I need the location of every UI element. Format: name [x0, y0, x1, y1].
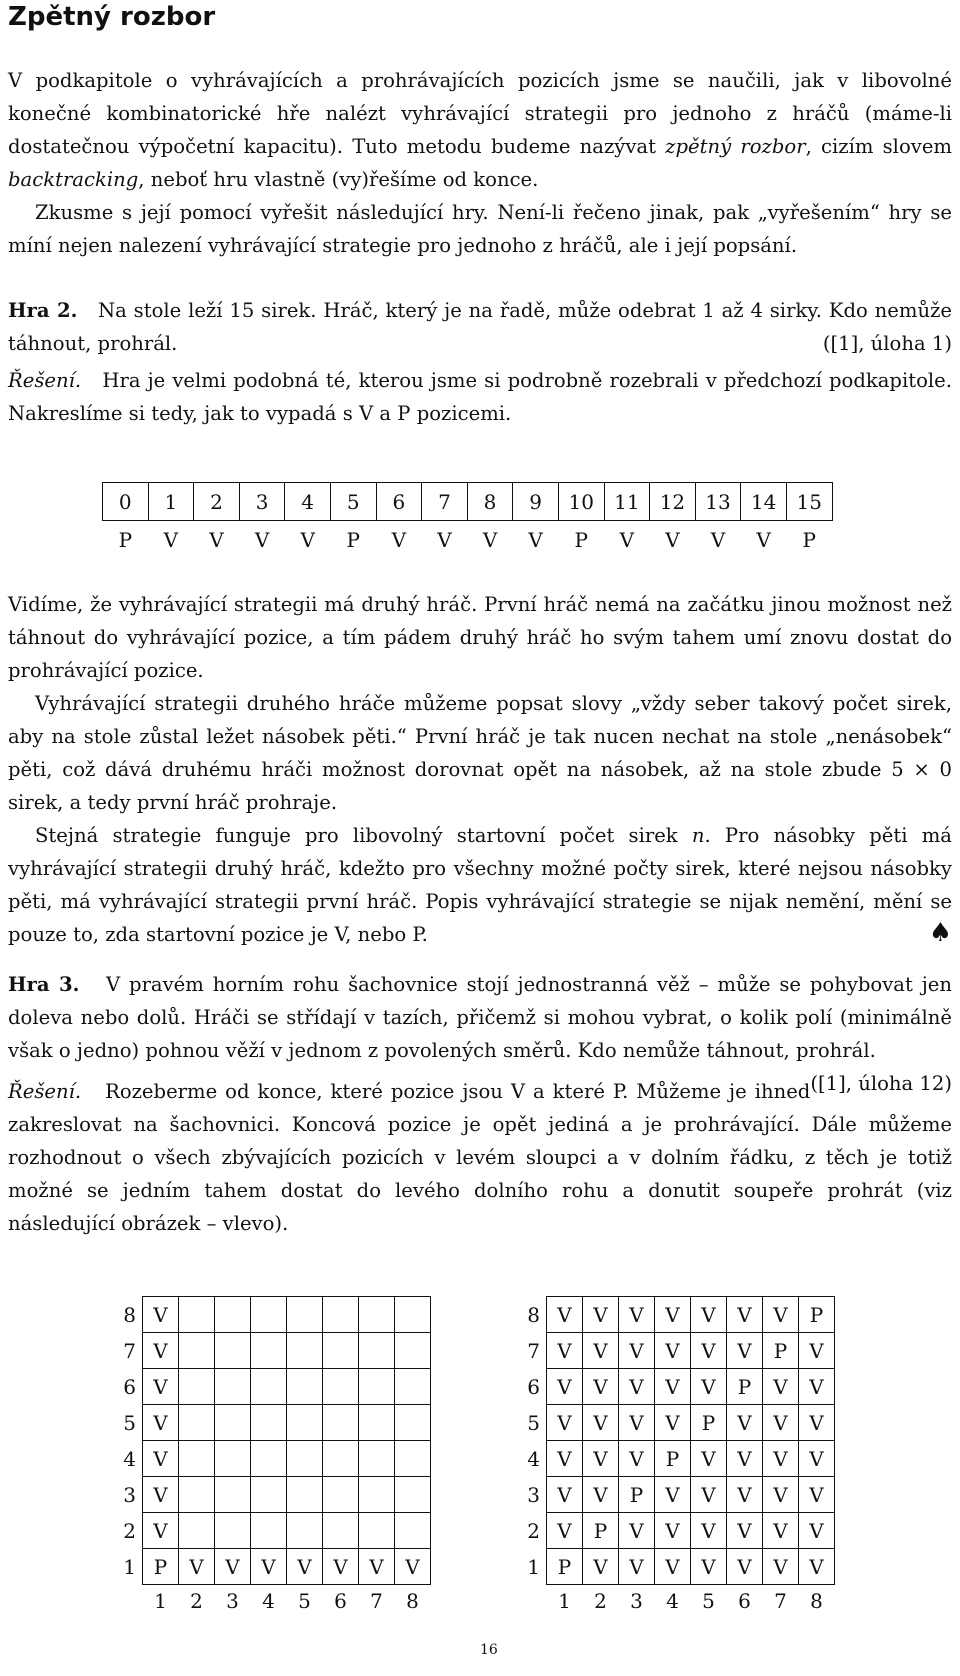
- board-row: [512, 1405, 835, 1441]
- board-square: V: [763, 1405, 799, 1441]
- board-square: V: [143, 1513, 179, 1549]
- board-square: V: [583, 1441, 619, 1477]
- intro-text: , cizím slovem: [805, 135, 952, 158]
- board-square: P: [143, 1549, 179, 1585]
- board-square: [251, 1297, 287, 1333]
- chessboard-left: [108, 1296, 431, 1617]
- board-square: [323, 1513, 359, 1549]
- table-cell-number: 1: [148, 483, 194, 521]
- board-square: V: [619, 1441, 655, 1477]
- column-label: 2: [594, 1589, 607, 1613]
- board-square: [215, 1405, 251, 1441]
- table-cell-number: 8: [467, 483, 513, 521]
- board-square: V: [547, 1405, 583, 1441]
- row-label: 6: [527, 1374, 540, 1399]
- term-zpetny-rozbor: zpětný rozbor: [665, 135, 806, 158]
- board-square: V: [727, 1297, 763, 1333]
- discussion-paragraph-1: Vidíme, že vyhrávající strategii má druhý hráč. První hráč nemá na začátku jinou možnost než táhnout do vyhrávající pozice, a tím pádem druhý hráč ho svým tahem umí znovu dostat do prohrávající pozice.: [8, 593, 952, 682]
- board-square: V: [691, 1369, 727, 1405]
- board-square: V: [727, 1549, 763, 1585]
- board-square: [215, 1333, 251, 1369]
- table-cell-number: 11: [604, 483, 650, 521]
- table-cell-state: V: [300, 527, 315, 552]
- table-cell-number: 6: [376, 483, 422, 521]
- column-label: 6: [334, 1589, 347, 1613]
- board-square: [215, 1297, 251, 1333]
- board-square: V: [799, 1369, 835, 1405]
- board-row: [512, 1477, 835, 1513]
- position-table: [102, 482, 833, 558]
- game-2-discussion: [8, 588, 952, 951]
- column-label: 4: [666, 1589, 679, 1613]
- board-square: [179, 1369, 215, 1405]
- board-square: P: [655, 1441, 691, 1477]
- row-label: 2: [527, 1518, 540, 1543]
- table-cell-number: 2: [194, 483, 240, 521]
- board-square: V: [763, 1369, 799, 1405]
- board-square: [359, 1513, 395, 1549]
- discussion-paragraph-3: [8, 819, 952, 951]
- board-square: [359, 1441, 395, 1477]
- table-cell-number: 12: [650, 483, 696, 521]
- row-label: 4: [527, 1446, 540, 1471]
- game-2-statement: [8, 294, 952, 360]
- section-title: Zpětný rozbor: [8, 2, 216, 32]
- board-square: [287, 1297, 323, 1333]
- board-square: V: [547, 1441, 583, 1477]
- board-square: [179, 1441, 215, 1477]
- table-cell-number: 13: [695, 483, 741, 521]
- board-square: V: [547, 1333, 583, 1369]
- board-square: V: [547, 1369, 583, 1405]
- board-row: [512, 1549, 835, 1585]
- board-square: V: [727, 1513, 763, 1549]
- board-square: [215, 1441, 251, 1477]
- board-square: [395, 1405, 431, 1441]
- table-cell-number: 3: [239, 483, 285, 521]
- game-2-reference: ([1], úloha 1): [822, 332, 952, 355]
- board-square: [251, 1333, 287, 1369]
- board-square: V: [583, 1477, 619, 1513]
- board-square: V: [547, 1477, 583, 1513]
- row-label: 2: [123, 1518, 136, 1543]
- board-row: [512, 1513, 835, 1549]
- table-cell-state: V: [665, 527, 680, 552]
- board-square: V: [143, 1297, 179, 1333]
- board-square: [287, 1513, 323, 1549]
- column-label: 5: [702, 1589, 715, 1613]
- board-square: V: [583, 1405, 619, 1441]
- column-label: 6: [738, 1589, 751, 1613]
- board-square: P: [691, 1405, 727, 1441]
- board-row: [108, 1369, 431, 1405]
- board-square: V: [619, 1297, 655, 1333]
- column-label: 8: [810, 1589, 823, 1613]
- board-square: [179, 1405, 215, 1441]
- board-square: P: [619, 1477, 655, 1513]
- board-square: P: [763, 1333, 799, 1369]
- discussion-paragraph-2: Vyhrávající strategii druhého hráče můžeme popsat slovy „vždy seber takový počet sirek, aby na stole zůstal ležet násobek pěti.“ První hráč je tak nucen nechat na stole „nenásobek“ pěti, což dává druhému hráči možnost dorovnat opět na násobek, až na stole zbude 5 × 0 sirek, a tedy první hráč prohraje.: [8, 692, 952, 814]
- board-square: [251, 1513, 287, 1549]
- board-square: V: [655, 1333, 691, 1369]
- board-row: [108, 1405, 431, 1441]
- solution-text: Rozeberme od konce, které pozice jsou V a které P. Můžeme je ihned zakreslovat na šachovnici. Koncová pozice je opět jediná a je prohrávající. Dále můžeme rozhodnout o všech zbývajících pozicích v levém sloupci a v dolním řádku, z těch je totiž možné se jedním tahem dostat do levého dolního rohu a donutit soupeře prohrát (viz následující obrázek – vlevo).: [8, 1080, 952, 1235]
- column-labels-row: [108, 1585, 431, 1618]
- table-cell-state: P: [574, 527, 588, 552]
- board-square: V: [619, 1405, 655, 1441]
- board-square: V: [215, 1549, 251, 1585]
- row-label: 7: [527, 1338, 540, 1363]
- table-cell-state: V: [710, 527, 726, 552]
- table-row-numbers: [103, 483, 833, 521]
- table-cell-state: V: [391, 527, 407, 552]
- column-label: 5: [298, 1589, 311, 1613]
- corner-blank: [108, 1585, 143, 1618]
- board-square: V: [143, 1333, 179, 1369]
- column-label: 7: [774, 1589, 787, 1613]
- table-cell-state: V: [619, 527, 635, 552]
- board-square: V: [763, 1297, 799, 1333]
- board-square: V: [143, 1369, 179, 1405]
- board-square: V: [619, 1369, 655, 1405]
- board-square: P: [727, 1369, 763, 1405]
- board-square: V: [619, 1549, 655, 1585]
- board-square: [287, 1405, 323, 1441]
- game-2: [8, 294, 952, 430]
- position-table-grid: [102, 482, 833, 558]
- board-row: [108, 1333, 431, 1369]
- board-square: [251, 1441, 287, 1477]
- table-cell-number: 7: [422, 483, 468, 521]
- board-row: [108, 1513, 431, 1549]
- board-square: [395, 1333, 431, 1369]
- board-square: V: [655, 1369, 691, 1405]
- column-label: 1: [154, 1589, 167, 1613]
- board-square: [287, 1333, 323, 1369]
- board-square: [395, 1477, 431, 1513]
- board-square: [179, 1513, 215, 1549]
- board-square: [251, 1477, 287, 1513]
- board-square: P: [583, 1513, 619, 1549]
- board-square: V: [691, 1549, 727, 1585]
- board-square: V: [583, 1369, 619, 1405]
- row-label: 5: [527, 1410, 540, 1435]
- row-label: 4: [123, 1446, 136, 1471]
- board-square: V: [583, 1549, 619, 1585]
- board-square: V: [799, 1333, 835, 1369]
- variable-n: n: [691, 824, 705, 847]
- table-cell-number: 5: [330, 483, 376, 521]
- board-square: V: [143, 1477, 179, 1513]
- board-square: V: [763, 1549, 799, 1585]
- board-square: [359, 1369, 395, 1405]
- board-row: [512, 1441, 835, 1477]
- table-cell-state: P: [118, 527, 133, 552]
- board-square: [323, 1369, 359, 1405]
- table-cell-state: V: [254, 527, 270, 552]
- table-cell-state: V: [163, 527, 179, 552]
- board-square: V: [583, 1297, 619, 1333]
- board-square: P: [547, 1549, 583, 1585]
- spade-icon: ♠: [928, 918, 952, 948]
- board-square: [215, 1369, 251, 1405]
- game-3-reference: ([1], úloha 12): [810, 1072, 952, 1095]
- board-row: [512, 1333, 835, 1369]
- board-square: V: [547, 1513, 583, 1549]
- column-label: 8: [406, 1589, 419, 1613]
- board-square: [251, 1405, 287, 1441]
- board-square: [359, 1405, 395, 1441]
- table-cell-state: V: [437, 527, 452, 552]
- board-square: V: [287, 1549, 323, 1585]
- game-2-solution: [8, 364, 952, 430]
- board-square: [287, 1477, 323, 1513]
- row-label: 3: [123, 1482, 136, 1507]
- row-label: 3: [527, 1482, 540, 1507]
- board-square: [251, 1369, 287, 1405]
- board-square: V: [799, 1477, 835, 1513]
- game-3: [8, 968, 952, 1240]
- board-square: V: [619, 1513, 655, 1549]
- board-square: V: [691, 1477, 727, 1513]
- board-square: V: [323, 1549, 359, 1585]
- corner-blank: [512, 1585, 547, 1618]
- solution-text: Hra je velmi podobná té, kterou jsme si podrobně rozebrali v předchozí podkapitole. Nakreslíme si tedy, jak to vypadá s V a P pozicemi.: [8, 369, 953, 425]
- intro-paragraph-1: [8, 64, 952, 196]
- board-square: V: [799, 1405, 835, 1441]
- column-label: 3: [226, 1589, 239, 1613]
- board-square: [179, 1297, 215, 1333]
- discussion-text: Stejná strategie funguje pro libovolný startovní počet sirek: [35, 824, 692, 847]
- intro: [8, 64, 952, 262]
- board-square: [359, 1333, 395, 1369]
- column-label: 7: [370, 1589, 383, 1613]
- column-label: 3: [630, 1589, 643, 1613]
- intro-text: , neboť hru vlastně (vy)řešíme od konce.: [138, 168, 539, 191]
- solution-label: Řešení.: [8, 1080, 82, 1103]
- board-square: [179, 1333, 215, 1369]
- board-square: V: [655, 1513, 691, 1549]
- board-square: [359, 1297, 395, 1333]
- table-cell-state: P: [802, 527, 816, 552]
- board-square: V: [583, 1333, 619, 1369]
- discussion-text: . Pro násobky pěti má vyhrávající strategii druhý hráč, kdežto pro všechny možné počty sirek, které nejsou násobky pěti, má vyhrávající strategii první hráč. Popis vyhrávající strategie se nijak nemění, mění se pouze to, zda startovní pozice je V, nebo P.: [8, 824, 952, 946]
- row-label: 5: [123, 1410, 136, 1435]
- board-square: [395, 1441, 431, 1477]
- board-square: V: [143, 1441, 179, 1477]
- table-cell-number: 15: [786, 483, 832, 521]
- row-label: 1: [123, 1554, 136, 1579]
- page-number: 16: [480, 1642, 498, 1658]
- table-cell-number: 0: [103, 483, 149, 521]
- board-row: [108, 1441, 431, 1477]
- table-row-states: [103, 521, 833, 559]
- board-square: [323, 1405, 359, 1441]
- board-square: V: [691, 1513, 727, 1549]
- board-square: V: [691, 1297, 727, 1333]
- board-square: V: [727, 1477, 763, 1513]
- board-square: V: [547, 1297, 583, 1333]
- board-row: [512, 1297, 835, 1333]
- board-square: V: [251, 1549, 287, 1585]
- board-square: [395, 1513, 431, 1549]
- row-label: 1: [527, 1554, 540, 1579]
- board-square: [395, 1369, 431, 1405]
- table-cell-state: P: [346, 527, 360, 552]
- board-square: [287, 1369, 323, 1405]
- game-2-text: Na stole leží 15 sirek. Hráč, který je na řadě, může odebrat 1 až 4 sirky. Kdo nemůže táhnout, prohrál.: [8, 299, 952, 355]
- intro-text: V podkapitole o vyhrávajících a prohrávajících pozicích jsme se naučili, jak v libovolné konečné kombinatorické hře nalézt vyhrávající strategii pro jednoho z hráčů (máme-li dostatečnou výpočetní kapacitu). Tuto metodu budeme nazývat: [8, 69, 952, 158]
- column-label: 2: [190, 1589, 203, 1613]
- board-square: [287, 1441, 323, 1477]
- board-square: P: [799, 1297, 835, 1333]
- table-cell-number: 10: [558, 483, 604, 521]
- term-backtracking: backtracking: [8, 168, 139, 191]
- board-square: V: [799, 1549, 835, 1585]
- board-square: [359, 1477, 395, 1513]
- table-cell-state: V: [528, 527, 543, 552]
- board-square: V: [763, 1513, 799, 1549]
- board-square: V: [727, 1405, 763, 1441]
- board-square: V: [799, 1513, 835, 1549]
- solution-label: Řešení.: [8, 369, 82, 392]
- board-square: [215, 1477, 251, 1513]
- row-label: 7: [123, 1338, 136, 1363]
- board-square: V: [763, 1441, 799, 1477]
- board-square: [323, 1333, 359, 1369]
- board-square: [395, 1297, 431, 1333]
- table-cell-state: V: [482, 527, 498, 552]
- board-row: [108, 1477, 431, 1513]
- board-row: [512, 1369, 835, 1405]
- chessboard-right: [512, 1296, 835, 1617]
- board-square: V: [691, 1441, 727, 1477]
- row-label: 8: [123, 1302, 136, 1327]
- board-square: V: [359, 1549, 395, 1585]
- board-square: V: [143, 1405, 179, 1441]
- board-square: V: [691, 1333, 727, 1369]
- board-row: [108, 1297, 431, 1333]
- board-square: V: [395, 1549, 431, 1585]
- board-square: [323, 1441, 359, 1477]
- board-square: [323, 1477, 359, 1513]
- row-label: 6: [123, 1374, 136, 1399]
- column-labels-row: [512, 1585, 835, 1618]
- table-cell-state: V: [209, 527, 224, 552]
- column-label: 4: [262, 1589, 275, 1613]
- column-label: 1: [558, 1589, 571, 1613]
- intro-paragraph-2: Zkusme s její pomocí vyřešit následující hry. Není-li řečeno jinak, pak „vyřešením“ hry se míní nejen nalezení vyhrávající strategie pro jednoho z hráčů, ale i její popsání.: [8, 201, 952, 257]
- board-square: V: [727, 1441, 763, 1477]
- board-square: V: [655, 1549, 691, 1585]
- board-square: V: [799, 1441, 835, 1477]
- board-square: V: [179, 1549, 215, 1585]
- game-2-label: Hra 2.: [8, 299, 78, 322]
- table-cell-number: 9: [513, 483, 559, 521]
- board-square: [179, 1477, 215, 1513]
- game-3-label: Hra 3.: [8, 973, 80, 996]
- board-square: V: [655, 1477, 691, 1513]
- board-square: V: [763, 1477, 799, 1513]
- table-cell-number: 4: [285, 483, 331, 521]
- board-square: V: [655, 1297, 691, 1333]
- board-square: V: [619, 1333, 655, 1369]
- board-square: [323, 1297, 359, 1333]
- board-square: [215, 1513, 251, 1549]
- table-cell-state: V: [756, 527, 771, 552]
- game-3-text: V pravém horním rohu šachovnice stojí jednostranná věž – může se pohybovat jen doleva nebo dolů. Hráči se střídají v tazích, přičemž si mohou vybrat, o kolik polí (minimálně však o jedno) pohnou věží v jednom z povolených směrů. Kdo nemůže táhnout, prohrál.: [8, 973, 953, 1062]
- row-label: 8: [527, 1302, 540, 1327]
- board-row: [108, 1549, 431, 1585]
- table-cell-number: 14: [741, 483, 787, 521]
- board-square: V: [727, 1333, 763, 1369]
- board-square: V: [655, 1405, 691, 1441]
